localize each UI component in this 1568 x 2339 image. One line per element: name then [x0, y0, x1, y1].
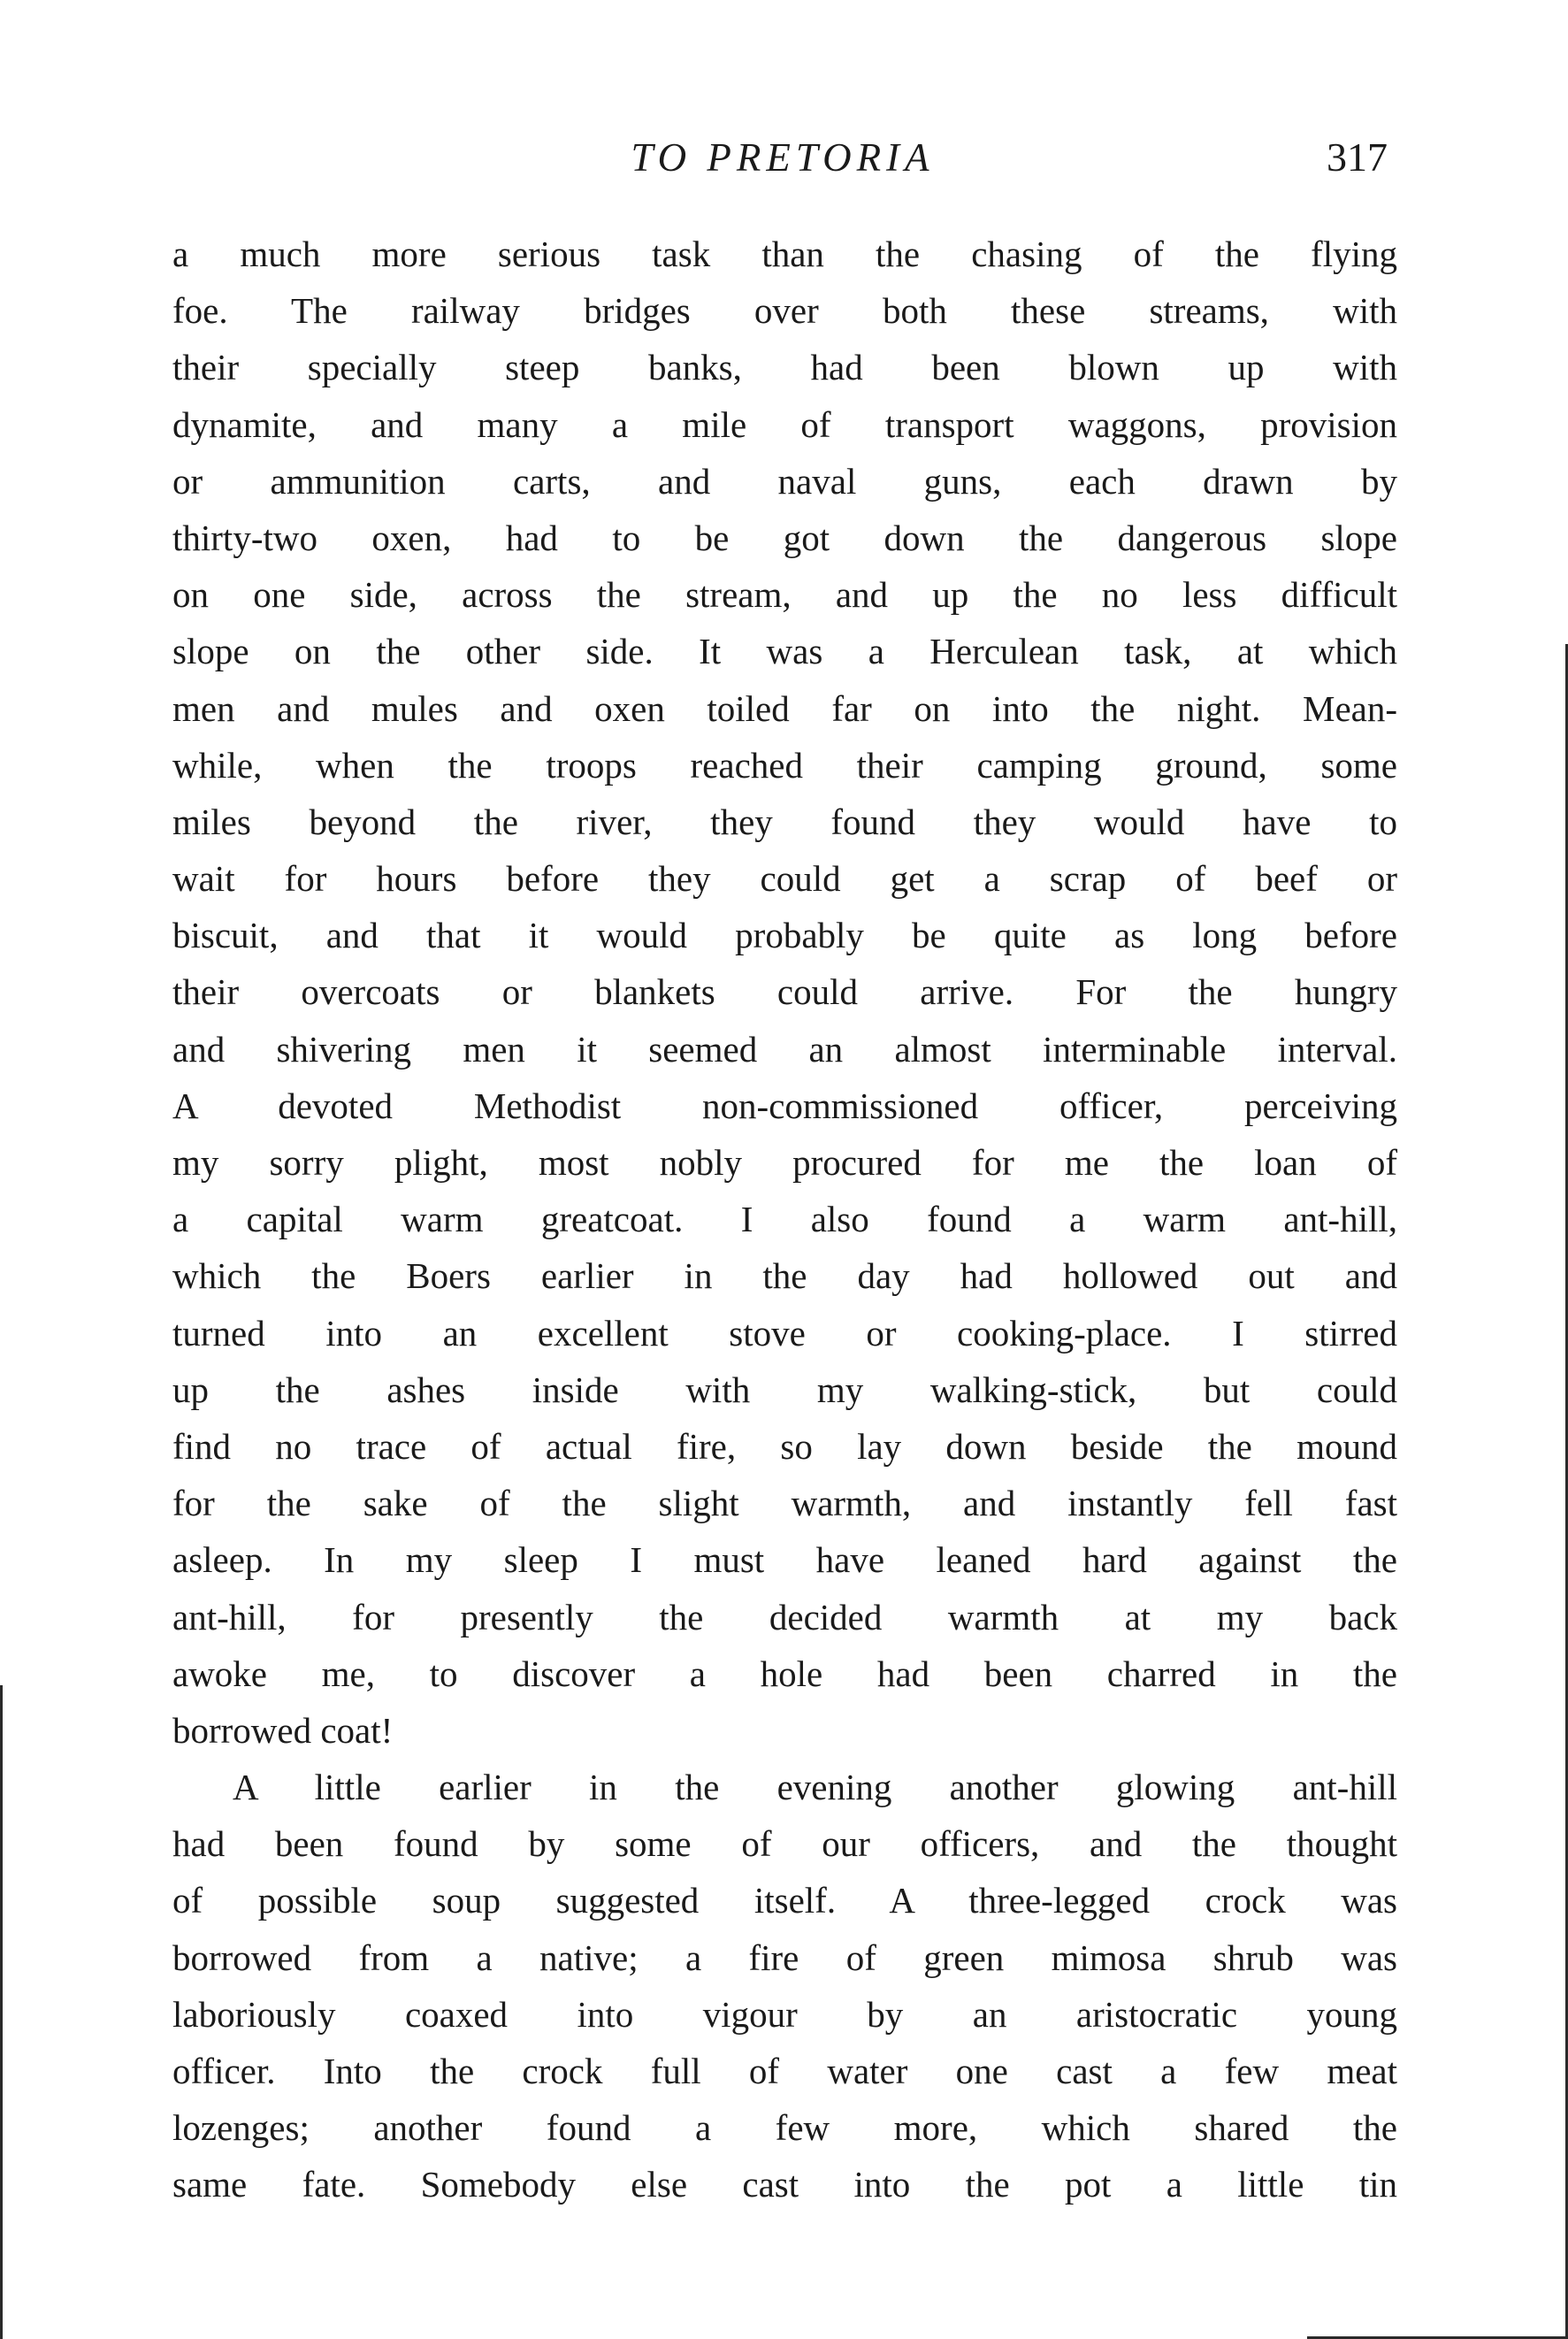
body-text — [172, 226, 1397, 2213]
text-line: men and mules and oxen toiled far on into the night. Mean- — [172, 687, 1397, 729]
text-line: and shivering men it seemed an almost interminable interval. — [172, 1028, 1397, 1070]
text-line: for the sake of the slight warmth, and instantly fell fast — [172, 1483, 1397, 1524]
text-line: dynamite, and many a mile of transport waggons, provision — [172, 403, 1397, 445]
text-line: or ammunition carts, and naval guns, each drawn by — [172, 460, 1397, 502]
running-head — [172, 131, 1393, 184]
text-line: borrowed from a native; a fire of green mimosa shrub was — [172, 1936, 1397, 1978]
text-line: officer. Into the crock full of water one cast a few meat — [172, 2051, 1397, 2091]
text-line: A devoted Methodist non-commissioned officer, perceiving — [172, 1085, 1397, 1126]
text-line: their overcoats or blankets could arrive. For the hungry — [172, 971, 1397, 1013]
paragraph — [172, 1759, 1397, 2213]
text-line: awoke me, to discover a hole had been charred in the — [172, 1653, 1397, 1694]
text-line: biscuit, and that it would probably be quite as long before — [172, 915, 1397, 956]
running-head-title: TO PRETORIA — [631, 135, 935, 180]
text-line: foe. The railway bridges over both these streams, with — [172, 290, 1397, 332]
text-line: wait for hours before they could get a scrap of beef or — [172, 858, 1397, 900]
text-line: thirty-two oxen, had to be got down the dangerous slope — [172, 517, 1397, 558]
text-line: while, when the troops reached their camping ground, some — [172, 744, 1397, 786]
text-line: slope on the other side. It was a Herculean task, at which — [172, 631, 1397, 672]
paragraph — [172, 226, 1397, 1759]
text-line: my sorry plight, most nobly procured for me the loan of — [172, 1142, 1397, 1183]
text-line: had been found by some of our officers, and the thought — [172, 1823, 1397, 1865]
text-line: A little earlier in the evening another glowing ant-hill — [233, 1767, 1397, 1808]
text-line: a much more serious task than the chasing of the flying — [172, 234, 1397, 274]
scan-edge-left — [0, 1685, 3, 2339]
text-line: laboriously coaxed into vigour by an aristocratic young — [172, 1993, 1397, 2035]
page-number: 317 — [1327, 134, 1388, 180]
text-line: ant-hill, for presently the decided warmth at my back — [172, 1596, 1397, 1637]
text-line: turned into an excellent stove or cooking-place. I stirred — [172, 1312, 1397, 1354]
text-line: which the Boers earlier in the day had hollowed out and — [172, 1255, 1397, 1297]
text-line: up the ashes inside with my walking-stick, but could — [172, 1369, 1397, 1410]
text-line: asleep. In my sleep I must have leaned hard against the — [172, 1539, 1397, 1581]
text-line: lozenges; another found a few more, which shared the — [172, 2107, 1397, 2149]
text-line: their specially steep banks, had been blown up with — [172, 347, 1397, 388]
text-line: find no trace of actual fire, so lay down beside the mound — [172, 1425, 1397, 1467]
text-line: on one side, across the stream, and up the no less difficult — [172, 574, 1397, 616]
text-line: same fate. Somebody else cast into the pot a little tin — [172, 2164, 1397, 2205]
text-line: miles beyond the river, they found they would have to — [172, 801, 1397, 842]
text-line: borrowed coat! — [172, 1709, 394, 1751]
text-line: a capital warm greatcoat. I also found a warm ant-hill, — [172, 1199, 1397, 1240]
text-line: of possible soup suggested itself. A three-legged crock was — [172, 1880, 1397, 1921]
